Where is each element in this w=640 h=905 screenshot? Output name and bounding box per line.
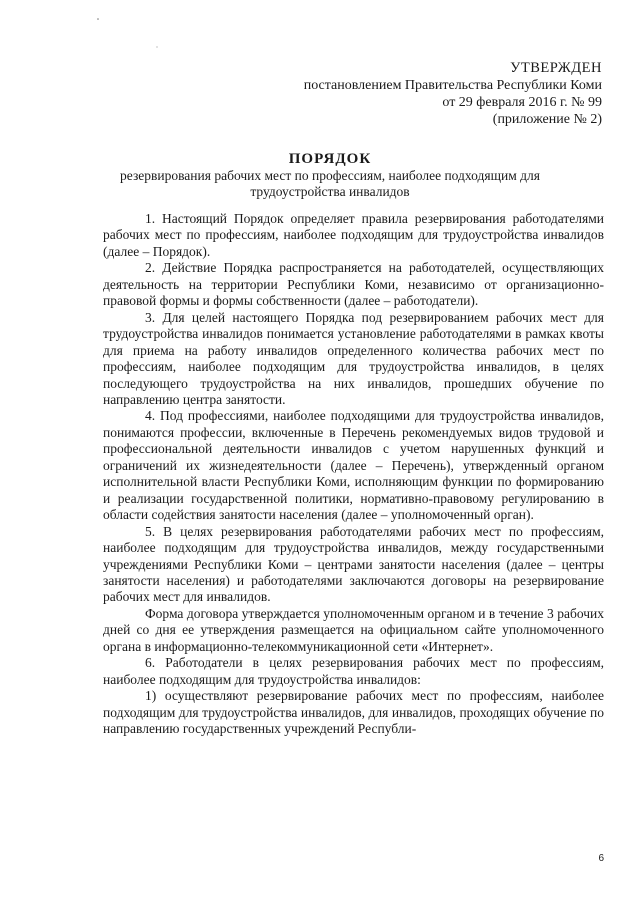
- paragraph-5: 5. В целях резервирования работодателями рабочих мест по профессиям, наиболее подходящим для трудоустройства инвалидов, между государственными учреждениями Республики Коми – центрами занятости населения (далее – центры занятости населения) и работодателями заключаются договоры на резервирование рабочих мест для инвалидов.: [103, 523, 604, 605]
- approval-stamp: [304, 60, 602, 128]
- page-number: 6: [598, 853, 604, 864]
- approval-authority: постановлением Правительства Республики Коми: [303, 78, 602, 93]
- approval-appendix: (приложение № 2): [492, 112, 602, 127]
- document-body: [103, 211, 604, 738]
- approval-date: от 29 февраля 2016 г. № 99: [442, 95, 602, 110]
- paragraph-5-form: Форма договора утверждается уполномоченным органом и в течение 3 рабочих дней со дня ее утверждения размещается на официальном сайте уполномоченного органа в информационно-телекоммуникационной сети «Интернет».: [103, 605, 604, 654]
- paragraph-1: 1. Настоящий Порядок определяет правила резервирования работодателями рабочих мест по профессиям, наиболее подходящим для трудоустройства инвалидов (далее – Порядок).: [103, 211, 604, 259]
- paragraph-6: 6. Работодатели в целях резервирования рабочих мест по профессиям, наиболее подходящим для трудоустройства инвалидов:: [103, 655, 604, 687]
- document-subtitle: резервирования рабочих мест по профессиям, наиболее подходящим для трудоустройства инвалидов: [120, 168, 540, 199]
- paragraph-4: 4. Под профессиями, наиболее подходящими для трудоустройства инвалидов, понимаются профессии, включенные в Перечень рекомендуемых видов трудовой и профессиональной деятельности инвалидов с учетом нарушенных функций и ограничений их жизнедеятельности (далее – Перечень), утвержденный органом исполнительной власти Республики Коми, исполняющим функции по формированию и реализации государственной политики, нормативно-правовому регулированию в области содействия занятости населения (далее – уполномоченный орган).: [103, 408, 604, 523]
- paragraph-3: 3. Для целей настоящего Порядка под резервированием рабочих мест для трудоустройства инвалидов понимается установление работодателями в рамках квоты для приема на работу инвалидов определенного количества рабочих мест по профессиям, наиболее подходящим для трудоустройства инвалидов, в целях последующего трудоустройства на них инвалидов, прошедших обучение по направлению центра занятости.: [103, 309, 604, 407]
- paragraph-6-item-1: 1) осуществляют резервирование рабочих мест по профессиям, наиболее подходящим для трудоустройства инвалидов, для инвалидов, проходящих обучение по направлению государственных учреждений Республи-: [103, 688, 604, 737]
- approval-heading: УТВЕРЖДЕН: [510, 60, 602, 76]
- title-block: [60, 150, 600, 200]
- paragraph-2: 2. Действие Порядка распространяется на работодателей, осуществляющих деятельность на территории Республики Коми, независимо от организационно-правовой формы и формы собственности (далее – работодатели).: [103, 260, 604, 309]
- document-title: ПОРЯДОК: [288, 151, 372, 167]
